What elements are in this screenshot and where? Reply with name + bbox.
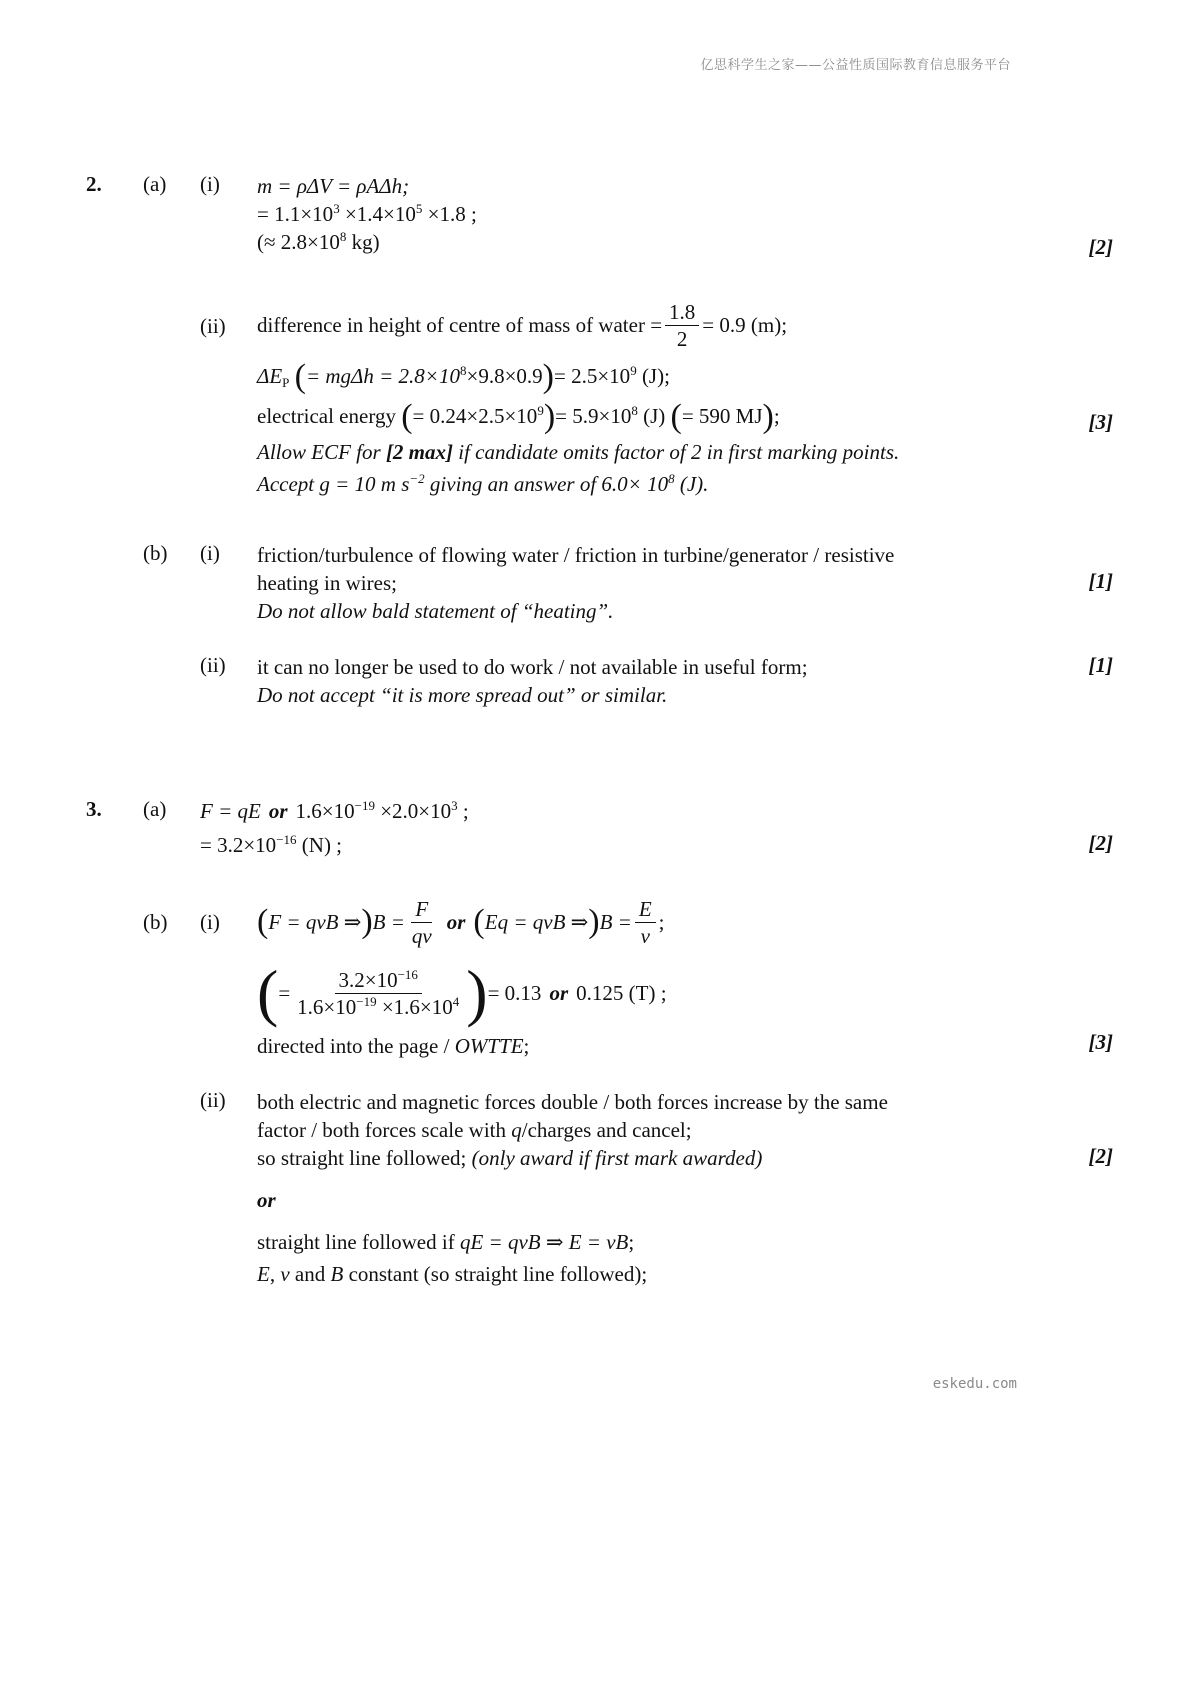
q2ai-line1: m = ρΔV = ρAΔh; <box>257 174 410 198</box>
q3a-line2: = $3.2\times 10^{-16}$ (N) ; <box>200 832 343 857</box>
q2ai-mark: [2] <box>1088 235 1113 259</box>
q3bi-line3: directed into the page / OWTTE; <box>257 1034 530 1058</box>
q3bii-answer <box>257 1088 888 1288</box>
q3a-answer <box>200 797 469 859</box>
q3bii-mark: [2] <box>1088 1144 1113 1168</box>
q2bi-mark: [1] <box>1088 569 1113 593</box>
q2bi-note: Do not allow bald statement of “heating”. <box>257 599 614 623</box>
q2ai-line3: (≈ $2.8\times 10^8$ kg) <box>257 229 380 254</box>
q2ai-answer <box>257 172 477 256</box>
q3bi-fraction-f-qv: $\frac{F}{qv}$ <box>411 896 432 948</box>
q3a-line1: F = qE or $1.6\times 10^{-19} \times 2.0\times 10^3$ ; <box>200 798 469 823</box>
q2ai-label: (i) <box>200 172 220 196</box>
q2a-label: (a) <box>143 172 167 196</box>
q3bi-fraction-e-v: $\frac{E}{v}$ <box>635 896 656 949</box>
q3bii-or: or <box>257 1188 276 1212</box>
q3bi-label: (i) <box>200 910 220 934</box>
q2aii-answer <box>257 296 899 498</box>
q3bii-alt2: E, v and B constant (so straight line followed); <box>257 1262 648 1286</box>
page-header: 亿思科学生之家——公益性质国际教育信息服务平台 <box>700 58 1011 73</box>
question-2-number: 2. <box>86 172 102 196</box>
q2aii-fraction: $\frac{1.8}{2}$ <box>665 299 699 352</box>
q2bi-line2: heating in wires; <box>257 571 397 595</box>
q2b-label: (b) <box>143 541 168 565</box>
q2bii-note: Do not accept “it is more spread out” or similar. <box>257 683 668 707</box>
q3bi-mark: [3] <box>1088 1030 1113 1054</box>
q2aii-note2: Accept g = 10 m $s^{-2}$ giving an answer of $6.0\times 10^8$ (J). <box>257 471 709 496</box>
q2aii-line3: electrical energy (= $0.24\times 2.5\times 10^9)= 5.9\times 10^8$ (J) (= 590 MJ); <box>257 398 780 435</box>
q2ai-line2: = $1.1\times 10^3 \times 1.4\times 10^5 \times 1.8$ ; <box>257 201 477 226</box>
q2aii-note1: Allow ECF for [2 max] if candidate omits factor of 2 in first marking points. <box>257 440 900 464</box>
q3bi-fraction-calc: $\frac{3.2\times 10^{-16}}{1.6\times 10^{-19} \times 1.6\times 10^4}$ <box>297 966 460 1019</box>
q3bii-line3: so straight line followed; (only award if first mark awarded) <box>257 1146 763 1170</box>
q2aii-label: (ii) <box>200 314 226 338</box>
q2aii-line2: $\Delta E_P$ (= $mg\Delta h = 2.8\times 10^8\times 9.8\times 0.9)= 2.5\times 10^9$ (J); <box>257 358 670 395</box>
question-3-number: 3. <box>86 797 102 821</box>
q2aii-mark: [3] <box>1088 410 1113 434</box>
q3bii-alt1: straight line followed if qE = qvB ⇒ E = vB; <box>257 1230 635 1254</box>
q3bi-line2: ( = $\frac{3.2\times 10^{-16}}{1.6\times 10^{-19} \times 1.6\times 10^4}$ ) = 0.13 or 0.125 (T) ; <box>257 957 667 1028</box>
q2bi-label: (i) <box>200 541 220 565</box>
q3b-label: (b) <box>143 910 168 934</box>
q3bii-label: (ii) <box>200 1088 226 1112</box>
q3bi-line1: ( F = qvB ⇒ ) B = $\frac{F}{qv}$ or ( Eq = qvB ⇒ ) B = $\frac{E}{v}$ ; <box>257 896 665 948</box>
page-footer: eskedu.com <box>932 1376 1017 1392</box>
q3a-mark: [2] <box>1088 831 1113 855</box>
q3bii-line2: factor / both forces scale with q/charges and cancel; <box>257 1118 692 1142</box>
q2bii-line1: it can no longer be used to do work / not available in useful form; <box>257 655 808 679</box>
q3a-label: (a) <box>143 797 167 821</box>
q2bii-answer <box>257 653 808 709</box>
q2aii-line1: difference in height of centre of mass of water = $\frac{1.8}{2}$ = 0.9 (m); <box>257 299 788 351</box>
q2bii-mark: [1] <box>1088 653 1113 677</box>
q2bi-line1: friction/turbulence of flowing water / friction in turbine/generator / resistive <box>257 543 895 567</box>
q3bi-answer <box>257 892 667 1060</box>
q3bii-line1: both electric and magnetic forces double / both forces increase by the same <box>257 1090 888 1114</box>
q2bii-label: (ii) <box>200 653 226 677</box>
q2bi-answer <box>257 541 894 625</box>
